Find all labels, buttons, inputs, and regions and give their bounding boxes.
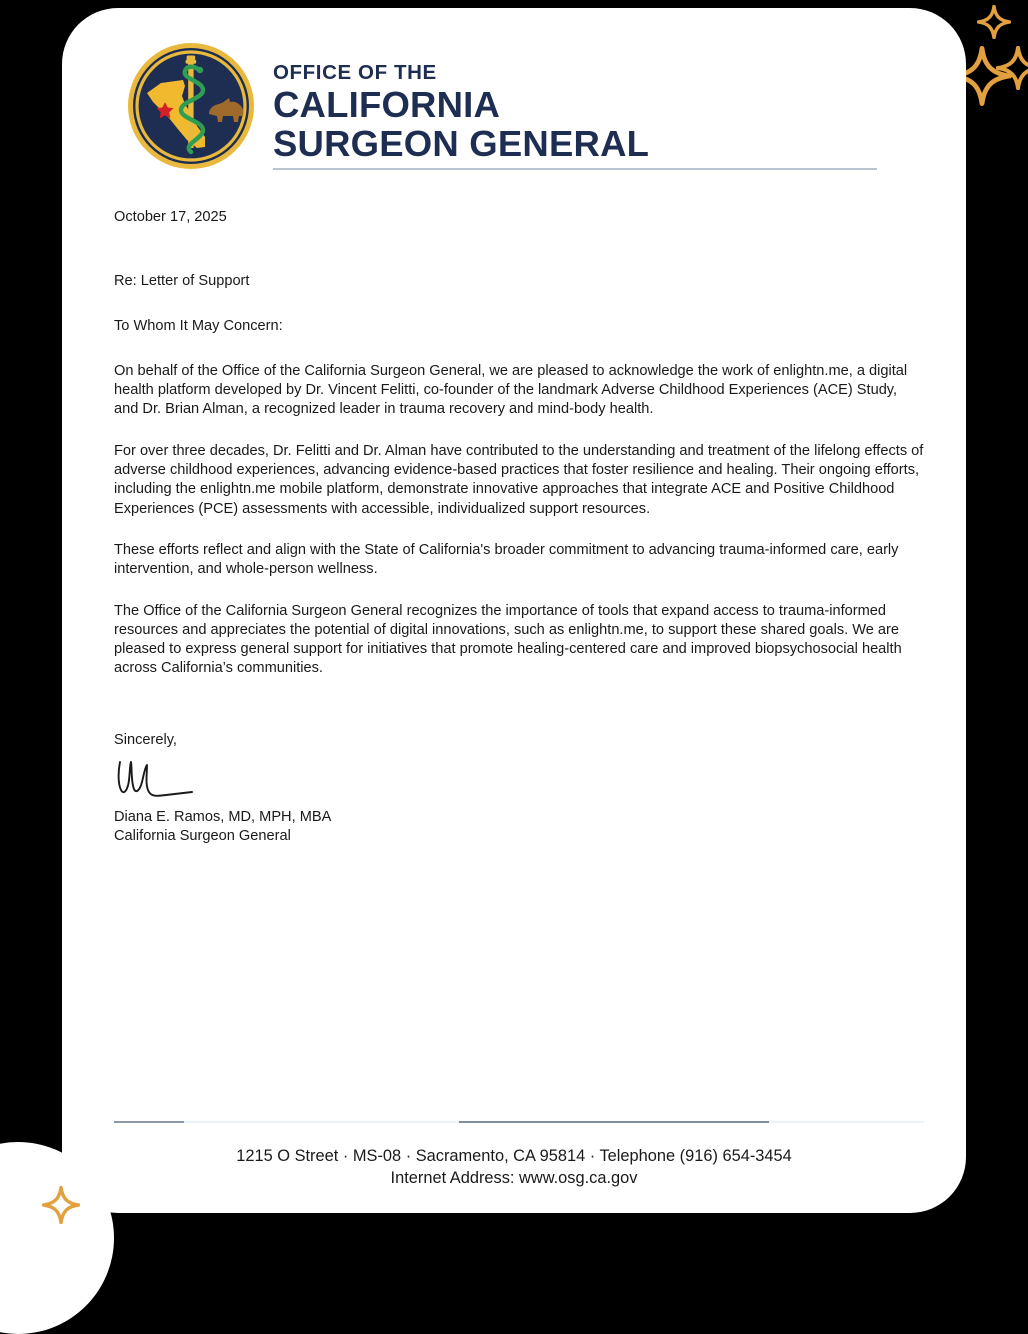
footer-divider-segment bbox=[459, 1121, 769, 1123]
letter-footer bbox=[62, 1113, 966, 1213]
signature-block bbox=[114, 756, 924, 808]
org-title-line-1: CALIFORNIA bbox=[273, 83, 501, 125]
footer-contact-info bbox=[62, 1145, 966, 1189]
sparkle-top-small-icon bbox=[977, 5, 1011, 39]
footer-divider-segment bbox=[184, 1121, 459, 1123]
footer-internet-line: Internet Address: www.osg.ca.gov bbox=[390, 1169, 638, 1187]
footer-divider bbox=[114, 1121, 924, 1123]
letter-body bbox=[114, 208, 924, 847]
handwritten-signature-icon bbox=[114, 756, 204, 806]
org-eyebrow: OFFICE OF THE bbox=[273, 61, 437, 84]
signer-name: Diana E. Ramos, MD, MPH, MBA bbox=[114, 809, 332, 826]
org-title-line-2: SURGEON GENERAL bbox=[273, 123, 650, 165]
letter-document bbox=[62, 8, 966, 1213]
letter-date: October 17, 2025 bbox=[114, 209, 227, 225]
letter-paragraph: These efforts reflect and align with the State of California's broader commitment to advancing trauma-informed care, early intervention, and whole-person wellness. bbox=[114, 541, 899, 578]
organization-title-block bbox=[273, 62, 893, 164]
letter-salutation: To Whom It May Concern: bbox=[114, 317, 283, 334]
footer-address-line: 1215 O Street · MS-08 · Sacramento, CA 95814 · Telephone (916) 654-3454 bbox=[236, 1147, 792, 1165]
footer-divider-segment bbox=[114, 1121, 184, 1123]
letter-paragraph: The Office of the California Surgeon General recognizes the importance of tools that expand access to trauma-informed resources and appreciates the potential of digital innovations, such as enlightn.me, to support these shared goals. We are pleased to express general support for initiatives that promote healing-centered care and improved biopsychosocial health across California’s communities. bbox=[114, 602, 902, 677]
letter-closing: Sincerely, bbox=[114, 731, 177, 748]
letterhead-divider bbox=[273, 168, 877, 170]
footer-divider-segment bbox=[769, 1121, 924, 1123]
letter-subject: Re: Letter of Support bbox=[114, 273, 250, 290]
letterhead bbox=[62, 8, 966, 188]
california-surgeon-general-seal-icon bbox=[125, 40, 257, 172]
signer-title: California Surgeon General bbox=[114, 828, 291, 845]
letter-paragraph: For over three decades, Dr. Felitti and Dr. Alman have contributed to the understanding and treatment of the lifelong effects of adverse childhood experiences, advancing evidence-based practices that foster resilience and healing. Their ongoing efforts, including the enlightn.me mobile platform, demonstrate innovative approaches that integrate ACE and Positive Childhood Experiences (PCE) assessments with accessible, individualized support resources. bbox=[114, 442, 924, 517]
letter-paragraph: On behalf of the Office of the California Surgeon General, we are pleased to acknowledge the work of enlightn.me, a digital health platform developed by Dr. Vincent Felitti, co-founder of the landmark Adverse Childhood Experiences (ACE) Study, and Dr. Brian Alman, a recognized leader in trauma recovery and mind-body health. bbox=[114, 362, 908, 418]
